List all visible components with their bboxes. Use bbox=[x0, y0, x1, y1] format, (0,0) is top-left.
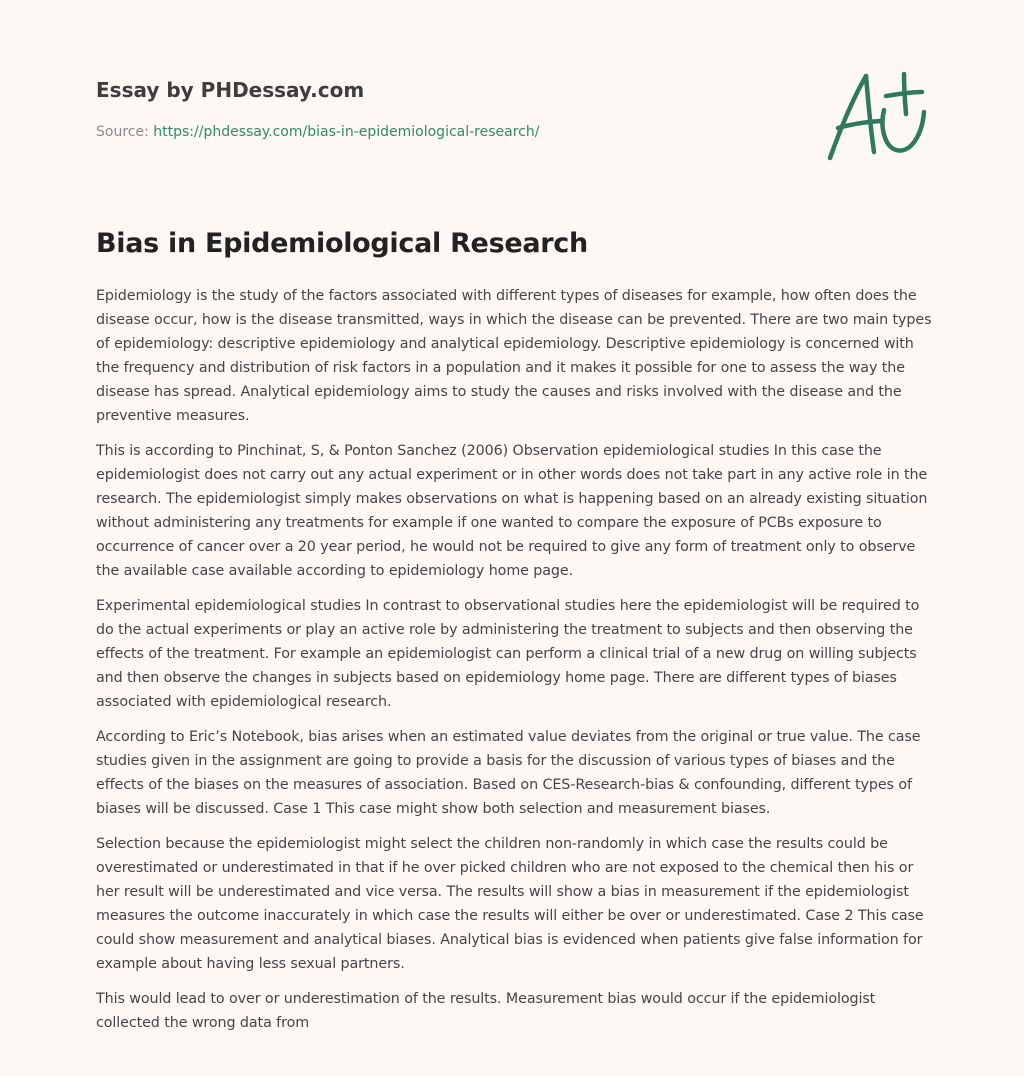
article-paragraph: This would lead to over or underestimation of the results. Measurement bias would occur if the epidemiologist collected the wrong data from bbox=[96, 991, 876, 1031]
site-title: Essay by PHDessay.com bbox=[96, 78, 365, 102]
article-paragraph: According to Eric’s Notebook, bias arises when an estimated value deviates from the original or true value. The case studies given in the assignment are going to provide a basis for the discussion of various types of biases and the effects of the biases on the measures of association. Based on CES-Research-bias & confounding, different types of biases will be discussed. Case 1 This case might show both selection and measurement biases. bbox=[96, 729, 921, 817]
page-header bbox=[96, 76, 796, 142]
source-line bbox=[96, 122, 796, 142]
a-plus-logo-icon bbox=[818, 66, 930, 166]
article-body bbox=[96, 284, 932, 1046]
article-paragraph: Experimental epidemiological studies In contrast to observational studies here the epidemiologist will be required to do the actual experiments or play an active role by administering the treatment to subjects and then observing the effects of the treatment. For example an epidemiologist can perform a clinical trial of a new drug on willing subjects and then observe the changes in subjects based on epidemiology home page. There are different types of biases associated with epidemiological research. bbox=[96, 598, 920, 710]
article-paragraph: Selection because the epidemiologist might select the children non-randomly in which case the results could be overestimated or underestimated in that if he over picked children who are not exposed to the chemical then his or her result will be underestimated and vice versa. The results will show a bias in measurement if the epidemiologist measures the outcome inaccurately in which case the results will either be over or underestimated. Case 2 This case could show measurement and analytical biases. Analytical bias is evidenced when patients give false information for example about having less sexual partners. bbox=[96, 836, 924, 972]
source-link[interactable]: https://phdessay.com/bias-in-epidemiological-research/ bbox=[153, 124, 540, 140]
source-label: Source: bbox=[96, 124, 149, 140]
article-paragraph: This is according to Pinchinat, S, & Ponton Sanchez (2006) Observation epidemiological studies In this case the epidemiologist does not carry out any actual experiment or in other words does not take part in any active role in the research. The epidemiologist simply makes observations on what is happening based on an already existing situation without administering any treatments for example if one wanted to compare the exposure of PCBs exposure to occurrence of cancer over a 20 year period, he would not be required to give any form of treatment only to observe the available case available according to epidemiology home page. bbox=[96, 443, 928, 579]
article-paragraph: Epidemiology is the study of the factors associated with different types of diseases for example, how often does the disease occur, how is the disease transmitted, ways in which the disease can be prevented. There are two main types of epidemiology: descriptive epidemiology and analytical epidemiology. Descriptive epidemiology is concerned with the frequency and distribution of risk factors in a population and it makes it possible for one to assess the way the disease has spread. Analytical epidemiology aims to study the causes and risks involved with the disease and the preventive measures. bbox=[96, 288, 932, 424]
article-title: Bias in Epidemiological Research bbox=[96, 228, 588, 259]
